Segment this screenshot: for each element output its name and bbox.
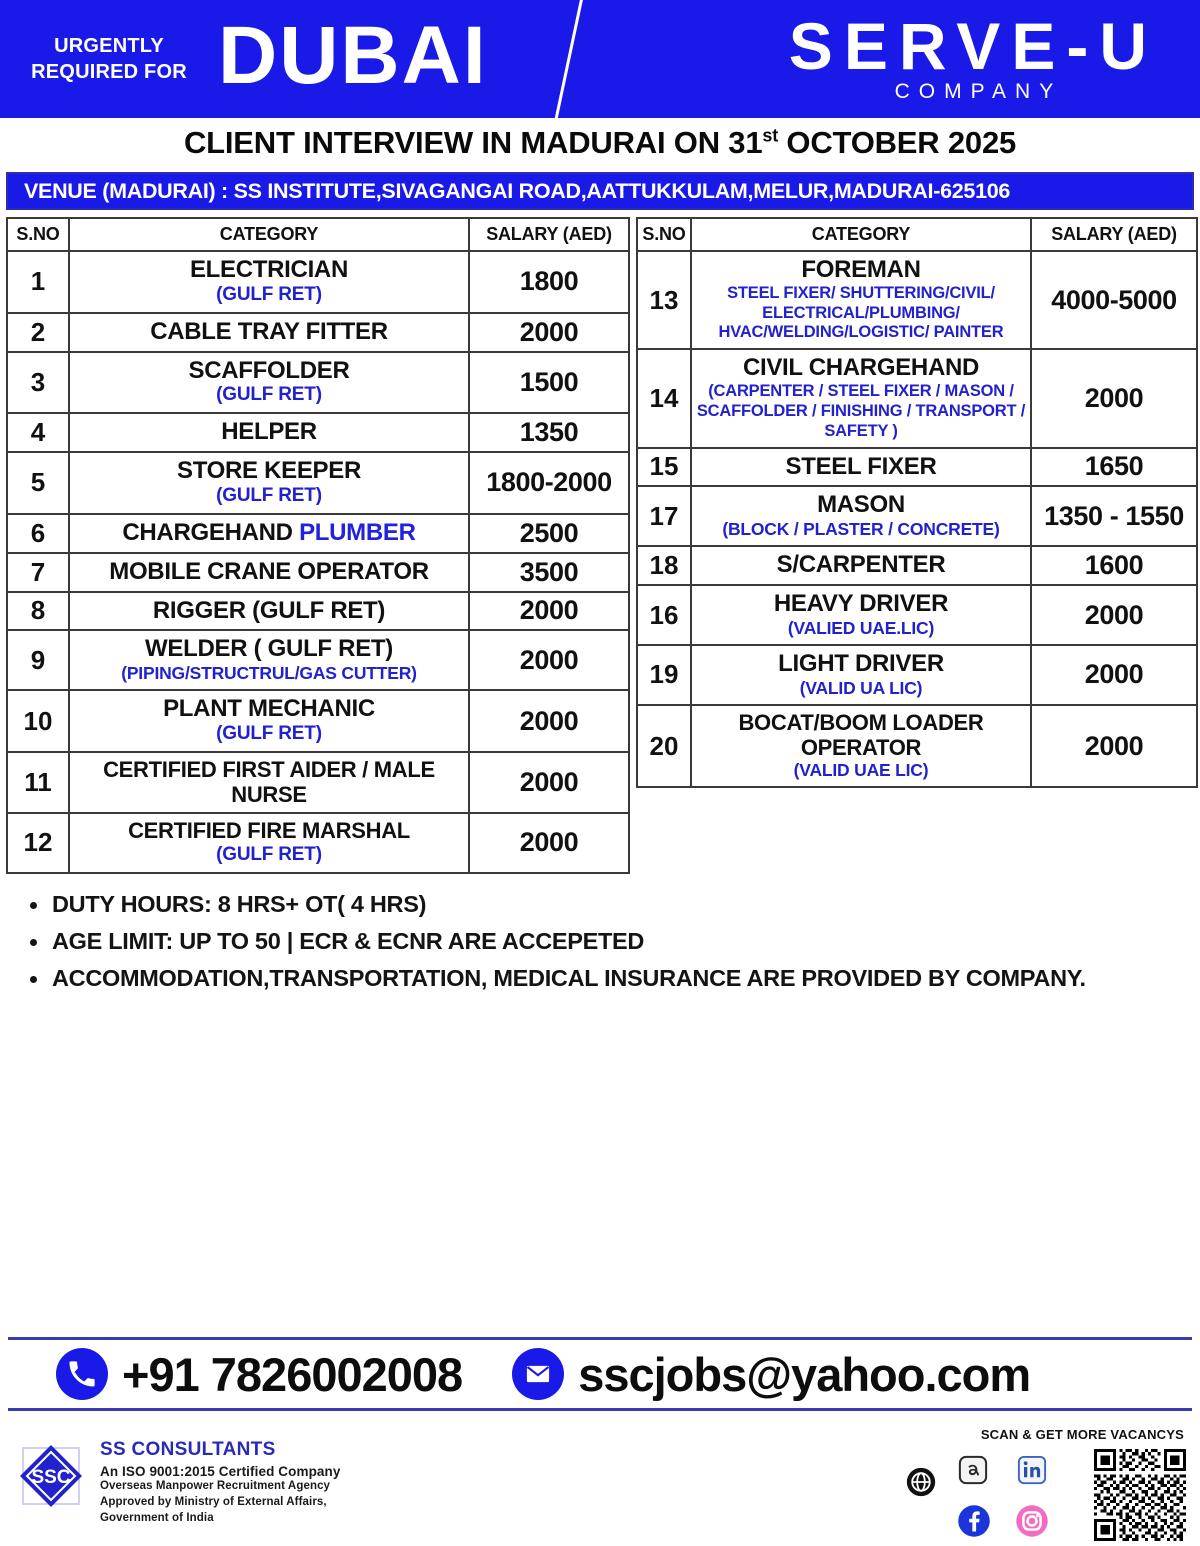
row-serial-number: 12 xyxy=(7,813,69,872)
table-row xyxy=(7,352,629,414)
facebook-icon[interactable] xyxy=(956,1503,992,1544)
row-category xyxy=(69,630,469,690)
threads-icon[interactable] xyxy=(958,1455,988,1490)
row-category xyxy=(691,251,1031,349)
urgently-required-label xyxy=(0,33,218,85)
row-serial-number: 11 xyxy=(7,752,69,813)
table-row xyxy=(637,251,1197,349)
table-header-row xyxy=(637,218,1197,251)
interview-ordinal: st xyxy=(762,125,778,146)
header-category: CATEGORY xyxy=(691,218,1031,251)
row-salary: 2000 xyxy=(469,813,629,872)
social-icons xyxy=(904,1451,1064,1535)
scan-label: SCAN & GET MORE VACANCYS xyxy=(980,1427,1184,1442)
table-row xyxy=(637,448,1197,487)
row-serial-number: 8 xyxy=(7,592,69,631)
row-serial-number: 13 xyxy=(637,251,691,349)
category-title: S/CARPENTER xyxy=(776,551,946,579)
table-row xyxy=(637,546,1197,585)
row-category xyxy=(691,448,1031,487)
row-salary: 2000 xyxy=(1031,349,1197,447)
vacancy-table-right-body xyxy=(637,251,1197,787)
urgently-line-1: URGENTLY xyxy=(54,35,164,57)
row-category xyxy=(69,452,469,514)
row-category xyxy=(691,705,1031,787)
category-title: STEEL FIXER xyxy=(785,452,937,480)
globe-icon[interactable] xyxy=(904,1465,938,1504)
row-salary: 1650 xyxy=(1031,448,1197,487)
table-row xyxy=(7,452,629,514)
header-category: CATEGORY xyxy=(69,218,469,251)
svg-text:SSC: SSC xyxy=(31,1467,71,1488)
category-title: CIVIL CHARGEHAND xyxy=(742,354,980,382)
row-salary: 1350 xyxy=(469,413,629,452)
row-serial-number: 15 xyxy=(637,448,691,487)
category-title: SCAFFOLDER xyxy=(188,356,350,384)
table-row xyxy=(7,413,629,452)
row-salary: 1350 - 1550 xyxy=(1031,486,1197,546)
ssc-approval-line: Approved by Ministry of External Affairs, xyxy=(100,1495,327,1508)
row-category xyxy=(69,690,469,752)
header-banner xyxy=(0,0,1200,118)
row-serial-number: 19 xyxy=(637,645,691,705)
category-subtitle: (GULF RET) xyxy=(216,484,322,506)
qr-code[interactable] xyxy=(1094,1449,1186,1541)
venue-text: VENUE (MADURAI) : SS INSTITUTE,SIVAGANGAI ROAD,AATTUKKULAM,MELUR,MADURAI-625106 xyxy=(24,178,1011,203)
category-title: FOREMAN xyxy=(801,256,921,283)
header-salary: SALARY (AED) xyxy=(1031,218,1197,251)
category-title: MASON xyxy=(817,491,905,519)
row-category xyxy=(69,251,469,313)
row-salary: 1800 xyxy=(469,251,629,313)
vacancy-tables xyxy=(0,217,1200,874)
ssc-iso-line: An ISO 9001:2015 Certified Company xyxy=(100,1463,341,1479)
row-salary: 2000 xyxy=(469,592,629,631)
ssc-agency-line: Overseas Manpower Recruitment Agency xyxy=(100,1479,331,1492)
country-title: DUBAI xyxy=(218,10,488,101)
table-row xyxy=(7,553,629,592)
row-salary: 1600 xyxy=(1031,546,1197,585)
company-subtitle: COMPANY xyxy=(894,80,1063,104)
condition-item: DUTY HOURS: 8 HRS+ OT( 4 HRS) xyxy=(26,886,1166,923)
row-category xyxy=(69,752,469,813)
category-title: CERTIFIED FIRST AIDER / MALE NURSE xyxy=(103,756,435,807)
instagram-icon[interactable] xyxy=(1014,1503,1050,1544)
row-salary: 2000 xyxy=(1031,705,1197,787)
category-title: PLANT MECHANIC xyxy=(163,695,375,723)
header-salary: SALARY (AED) xyxy=(469,218,629,251)
table-row xyxy=(7,752,629,813)
category-title: ELECTRICIAN xyxy=(189,256,349,283)
header-sno: S.NO xyxy=(637,218,691,251)
row-serial-number: 9 xyxy=(7,630,69,690)
ssc-company-name: SS CONSULTANTS xyxy=(100,1439,276,1460)
ssc-logo-icon xyxy=(14,1439,88,1513)
category-subtitle: (VALID UA LIC) xyxy=(799,677,923,698)
category-title: CHARGEHAND PLUMBER xyxy=(122,518,416,546)
email-address[interactable]: sscjobs@yahoo.com xyxy=(578,1347,1031,1401)
vacancy-table-left xyxy=(6,217,630,874)
row-category xyxy=(69,813,469,872)
category-title: HEAVY DRIVER xyxy=(773,590,949,618)
condition-item: AGE LIMIT: UP TO 50 | ECR & ECNR ARE ACCEPETED xyxy=(26,923,1166,960)
row-category xyxy=(69,352,469,414)
interview-headline-text xyxy=(184,125,1016,161)
table-row xyxy=(7,630,629,690)
row-salary: 2000 xyxy=(1031,645,1197,705)
linkedin-icon[interactable] xyxy=(1017,1455,1047,1490)
category-title: MOBILE CRANE OPERATOR xyxy=(109,557,429,585)
table-row xyxy=(637,585,1197,645)
interview-prefix: CLIENT INTERVIEW IN MADURAI ON 31 xyxy=(183,125,763,160)
envelope-icon xyxy=(512,1348,564,1400)
row-serial-number: 14 xyxy=(637,349,691,447)
contact-bar xyxy=(8,1337,1192,1411)
category-subtitle: STEEL FIXER/ SHUTTERING/CIVIL/ ELECTRICAL/PLUMBING/ HVAC/WELDING/LOGISTIC/ PAINTER xyxy=(718,283,1004,342)
row-serial-number: 1 xyxy=(7,251,69,313)
row-serial-number: 5 xyxy=(7,452,69,514)
category-title: BOCAT/BOOM LOADER OPERATOR xyxy=(738,709,984,760)
row-salary: 2500 xyxy=(469,514,629,553)
row-serial-number: 10 xyxy=(7,690,69,752)
conditions-list xyxy=(26,886,1200,997)
row-serial-number: 20 xyxy=(637,705,691,787)
vacancy-table-right xyxy=(636,217,1198,788)
row-salary: 2000 xyxy=(1031,585,1197,645)
table-row xyxy=(7,690,629,752)
row-category xyxy=(69,514,469,553)
category-subtitle: (CARPENTER / STEEL FIXER / MASON / SCAFFOLDER / FINISHING / TRANSPORT / SAFETY ) xyxy=(696,382,1026,440)
category-subtitle: (VALIED UAE.LIC) xyxy=(787,618,935,639)
diagonal-divider xyxy=(551,0,585,118)
category-subtitle: (GULF RET) xyxy=(216,384,322,406)
category-title: RIGGER (GULF RET) xyxy=(152,596,386,624)
row-salary: 2000 xyxy=(469,690,629,752)
table-row xyxy=(637,349,1197,447)
row-salary: 2000 xyxy=(469,752,629,813)
urgently-line-2: REQUIRED FOR xyxy=(31,61,187,83)
row-salary: 4000-5000 xyxy=(1031,251,1197,349)
table-row xyxy=(7,813,629,872)
row-salary: 3500 xyxy=(469,553,629,592)
category-title: WELDER ( GULF RET) xyxy=(145,635,393,663)
category-subtitle: (GULF RET) xyxy=(216,843,322,865)
row-serial-number: 6 xyxy=(7,514,69,553)
category-subtitle: (GULF RET) xyxy=(216,723,322,745)
interview-rest: OCTOBER 2025 xyxy=(778,125,1017,160)
category-title: LIGHT DRIVER xyxy=(778,650,944,678)
row-serial-number: 7 xyxy=(7,553,69,592)
condition-item: ACCOMMODATION,TRANSPORTATION, MEDICAL INSURANCE ARE PROVIDED BY COMPANY. xyxy=(26,960,1166,997)
interview-headline xyxy=(0,118,1200,168)
table-row xyxy=(7,251,629,313)
footer xyxy=(0,1425,1200,1545)
category-title: CERTIFIED FIRE MARSHAL xyxy=(128,818,410,844)
category-title: CABLE TRAY FITTER xyxy=(150,317,388,345)
row-category xyxy=(691,486,1031,546)
table-row xyxy=(7,592,629,631)
header-sno: S.NO xyxy=(7,218,69,251)
table-row xyxy=(637,705,1197,787)
category-subtitle: (VALID UAE LIC) xyxy=(793,760,929,781)
vacancy-table-left-body xyxy=(7,251,629,873)
row-salary: 1500 xyxy=(469,352,629,414)
row-serial-number: 3 xyxy=(7,352,69,414)
table-row xyxy=(637,645,1197,705)
table-row xyxy=(637,486,1197,546)
row-salary: 2000 xyxy=(469,630,629,690)
ssc-branding xyxy=(14,1439,340,1526)
phone-icon xyxy=(56,1348,108,1400)
row-salary: 2000 xyxy=(469,313,629,352)
ssc-text-block xyxy=(100,1439,340,1526)
row-serial-number: 17 xyxy=(637,486,691,546)
row-serial-number: 4 xyxy=(7,413,69,452)
row-category xyxy=(69,592,469,631)
row-serial-number: 18 xyxy=(637,546,691,585)
category-title: HELPER xyxy=(221,418,317,446)
phone-number[interactable]: +91 7826002008 xyxy=(122,1347,463,1401)
category-subtitle: (PIPING/STRUCTRUL/GAS CUTTER) xyxy=(121,663,417,684)
row-serial-number: 2 xyxy=(7,313,69,352)
row-category xyxy=(691,349,1031,447)
table-row xyxy=(7,514,629,553)
row-category xyxy=(69,413,469,452)
table-header-row xyxy=(7,218,629,251)
row-category xyxy=(69,553,469,592)
row-category xyxy=(69,313,469,352)
row-category xyxy=(691,585,1031,645)
row-category xyxy=(691,645,1031,705)
company-name: SERVE-U xyxy=(788,8,1158,83)
company-logo-block xyxy=(788,8,1200,105)
category-subtitle: (BLOCK / PLASTER / CONCRETE) xyxy=(722,519,1000,540)
category-title: STORE KEEPER xyxy=(176,457,361,485)
ssc-government-line: Government of India xyxy=(100,1511,214,1524)
category-title-accent: PLUMBER xyxy=(299,518,416,546)
row-salary: 1800-2000 xyxy=(469,452,629,514)
row-category xyxy=(691,546,1031,585)
row-serial-number: 16 xyxy=(637,585,691,645)
category-subtitle: (GULF RET) xyxy=(216,283,322,305)
venue-bar xyxy=(6,172,1194,210)
table-row xyxy=(7,313,629,352)
